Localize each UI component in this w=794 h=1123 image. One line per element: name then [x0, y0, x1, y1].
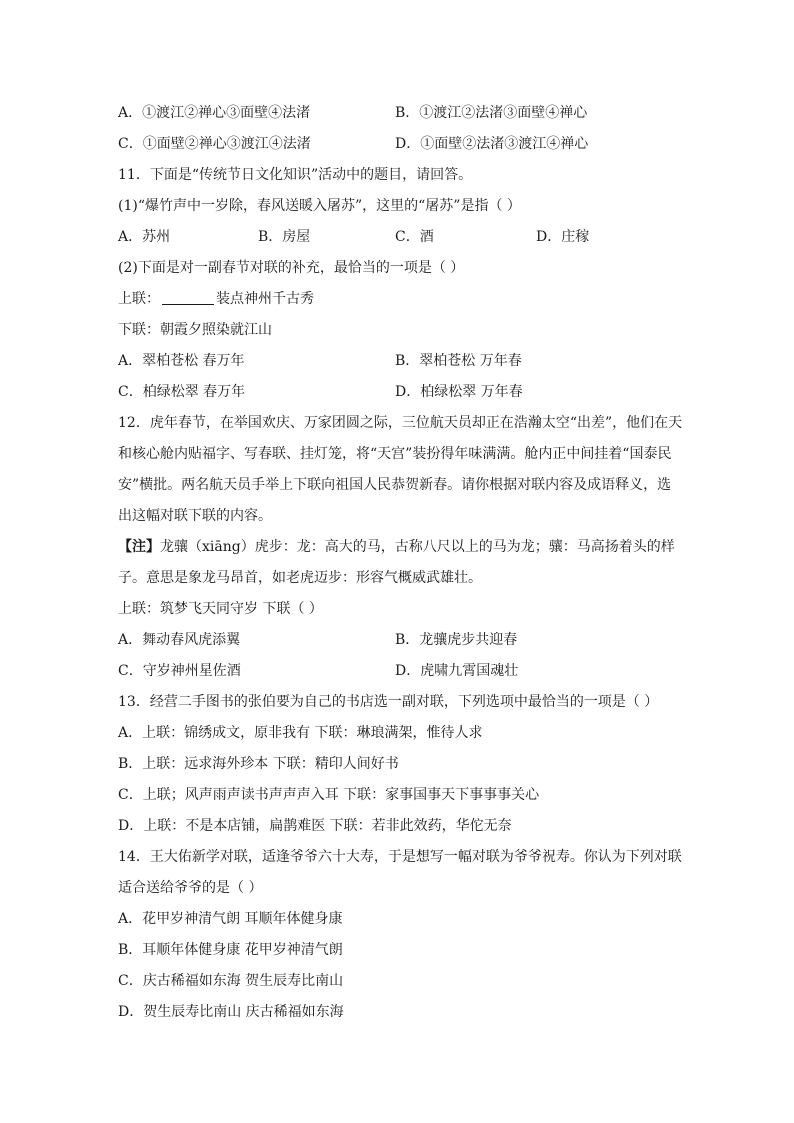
q13-stem: 13．经营二手图书的张伯要为自己的书店选一副对联，下列选项中最恰当的一项是（ ） — [118, 694, 659, 710]
q11-sub2-option-d[interactable]: D．柏绿松翠 万年春 — [395, 384, 523, 400]
q12-option-d[interactable]: D．虎啸九霄国魂壮 — [395, 663, 519, 679]
q14-option-b[interactable]: B．耳顺年体健身康 花甲岁神清气朗 — [118, 942, 343, 958]
q11-sub1-stem: (1)“爆竹声中一岁除，春风送暖入屠苏”，这里的“屠苏”是指（ ） — [118, 198, 521, 214]
q14-option-c[interactable]: C．庆古稀福如东海 贺生辰寿比南山 — [118, 973, 344, 989]
q12-stem-line-2: 和核心舱内贴福字、写春联、挂灯笼，将“天宫”装扮得年味满满。舱内正中间挂着“国泰民 — [118, 446, 672, 462]
q11-sub1-option-c[interactable]: C．酒 — [395, 229, 434, 245]
q14-stem-line-1: 14．王大佑新学对联，适逢爷爷六十大寿，于是想写一幅对联为爷爷祝寿。你认为下列对联 — [118, 849, 682, 865]
q10-option-b[interactable]: B．①渡江②法渚③面壁④禅心 — [395, 105, 588, 121]
q10-options-row-2 — [118, 129, 678, 160]
q11-sub2-stem: (2)下面是对一副春节对联的补充，最恰当的一项是（ ） — [118, 260, 465, 276]
q11-sub1-option-a[interactable]: A．苏州 — [118, 229, 171, 245]
q12-option-a[interactable]: A．舞动春风虎添翼 — [118, 632, 241, 648]
q12-option-b[interactable]: B．龙骧虎步共迎春 — [395, 632, 518, 648]
q11-upper-prefix: 上联： — [118, 291, 160, 307]
q10-option-a[interactable]: A．①渡江②禅心③面壁④法渚 — [118, 105, 311, 121]
q12-couplet: 上联：筑梦飞天同守岁 下联（ ） — [118, 601, 323, 617]
q11-sub2-options-row-1 — [118, 346, 678, 377]
q11-upper-couplet — [118, 284, 678, 315]
q11-sub2-option-a[interactable]: A．翠柏苍松 春万年 — [118, 353, 245, 369]
q12-stem-line-3: 安”横批。两名航天员手举上下联向祖国人民恭贺新春。请你根据对联内容及成语释义，选 — [118, 477, 672, 493]
q11-fill-blank — [162, 288, 214, 305]
q13-option-d[interactable]: D．上联：不是本店铺，扁鹊难医 下联：若非此效药，华佗无奈 — [118, 818, 512, 834]
q13-option-b[interactable]: B．上联：远求海外珍本 下联：精印人间好书 — [118, 756, 399, 772]
q13-option-a[interactable]: A．上联：锦绣成文，原非我有 下联：琳琅满架，惟待人求 — [118, 725, 483, 741]
q11-upper-rest: 装点神州千古秀 — [216, 291, 314, 307]
q12-stem-line-4: 出这幅对联下联的内容。 — [118, 508, 272, 524]
q14-stem-line-2: 适合送给爷爷的是（ ） — [118, 880, 263, 896]
q10-option-d[interactable]: D．①面壁②法渚③渡江④禅心 — [395, 136, 589, 152]
q10-option-c[interactable]: C．①面壁②禅心③渡江④法渚 — [118, 136, 311, 152]
q13-option-c[interactable]: C．上联；风声雨声读书声声声入耳 下联：家事国事天下事事事关心 — [118, 787, 540, 803]
q11-sub2-option-b[interactable]: B．翠柏苍松 万年春 — [395, 353, 522, 369]
q11-lower-couplet: 下联：朝霞夕照染就江山 — [118, 322, 272, 338]
q12-options-row-1 — [118, 625, 678, 656]
q12-option-c[interactable]: C．守岁神州星佐酒 — [118, 663, 241, 679]
q11-sub1-options — [118, 222, 678, 253]
q11-sub1-option-d[interactable]: D．庄稼 — [536, 229, 590, 245]
q12-note-line-1 — [118, 532, 678, 563]
q12-note-line-2: 子。意思是象龙马昂首，如老虎迈步：形容气概威武雄壮。 — [118, 570, 482, 586]
q12-options-row-2 — [118, 656, 678, 687]
q11-sub1-option-b[interactable]: B．房屋 — [258, 229, 311, 245]
q12-note-label: 【注】 — [118, 539, 160, 555]
q11-sub2-option-c[interactable]: C．柏绿松翠 春万年 — [118, 384, 246, 400]
q12-stem-line-1: 12．虎年春节，在举国欢庆、万家团圆之际，三位航天员却正在浩瀚太空“出差”，他们在天 — [118, 415, 683, 431]
q12-note-text-1: 龙骧（xiāng）虎步：龙：高大的马，古称八尺以上的马为龙；骧：马高扬着头的样 — [160, 539, 675, 555]
q14-option-a[interactable]: A．花甲岁神清气朗 耳顺年体健身康 — [118, 911, 343, 927]
q10-options-row-1 — [118, 98, 678, 129]
q11-sub2-options-row-2 — [118, 377, 678, 408]
q14-option-d[interactable]: D．贺生辰寿比南山 庆古稀福如东海 — [118, 1004, 344, 1020]
q11-stem: 11．下面是“传统节日文化知识”活动中的题目，请回答。 — [118, 167, 473, 183]
worksheet-page — [118, 98, 683, 1028]
